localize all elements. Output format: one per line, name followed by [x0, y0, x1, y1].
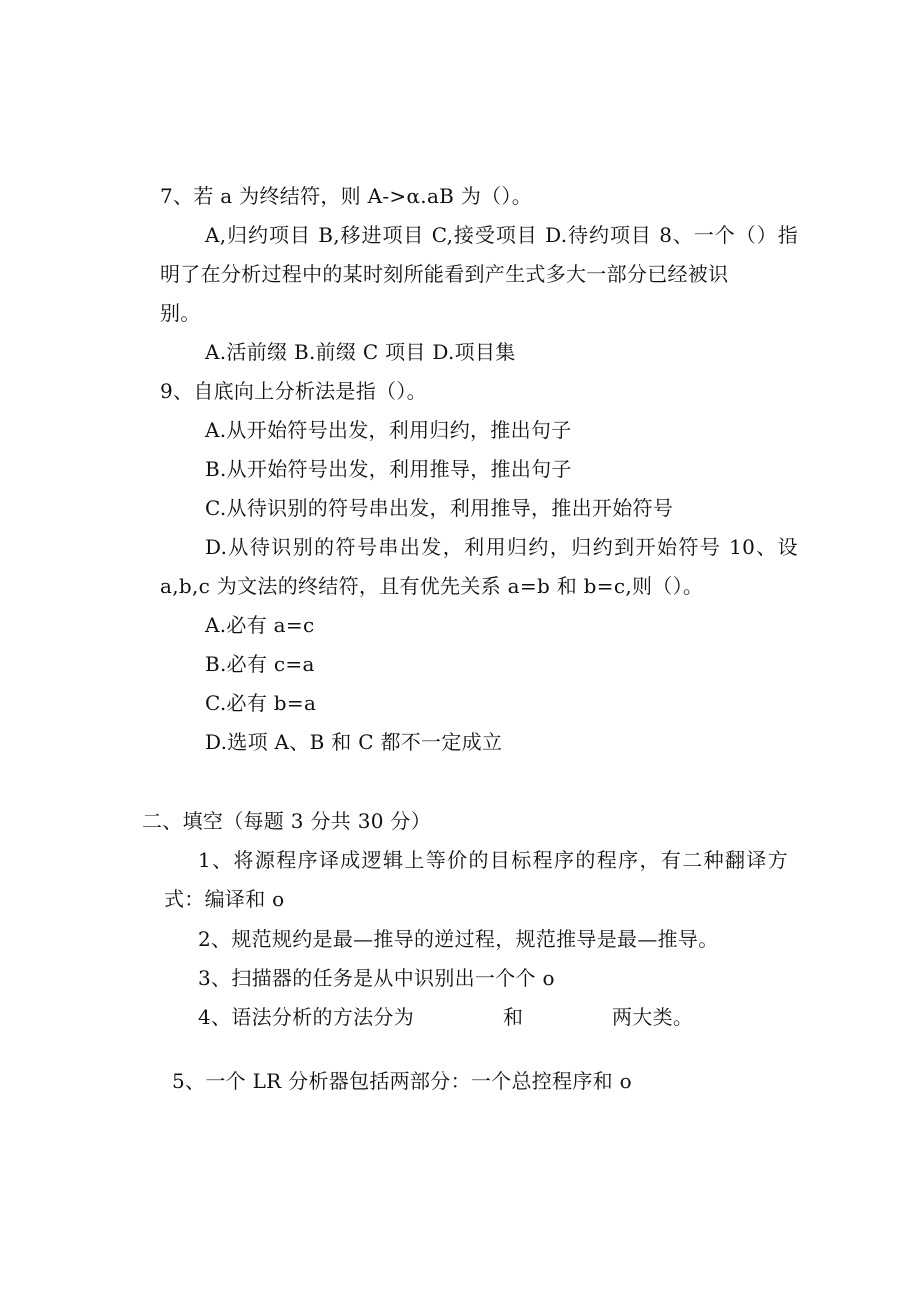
question-7-stem: 7、若 a 为终结符，则 A->α.aB 为（）。 — [160, 184, 533, 208]
question-9-stem: 9、自底向上分析法是指（）。 — [160, 379, 427, 403]
question-9-option-c: C.从待识别的符号串出发，利用推导，推出开始符号 — [205, 496, 674, 520]
question-10-option-c: C.必有 b=a — [205, 691, 317, 715]
question-8-continuation: 明了在分析过程中的某时刻所能看到产生式多大一部分已经被识 — [160, 262, 729, 286]
question-7-options: A,归约项目 B,移进项目 C,接受项目 D.待约项目 8、一个（）指 — [205, 223, 798, 247]
fill-question-4-part3: 两大类。 — [612, 1005, 694, 1029]
fill-question-2: 2、规范规约是最—推导的逆过程，规范推导是最—推导。 — [198, 927, 719, 951]
fill-question-5: 5、一个 LR 分析器包括两部分：一个总控程序和 o — [172, 1069, 632, 1093]
question-9-option-a: A.从开始符号出发，利用归约，推出句子 — [205, 418, 572, 442]
question-8-options: A.活前缀 B.前缀 C 项目 D.项目集 — [205, 340, 516, 364]
fill-section-heading: 二、填空（每题 3 分共 30 分） — [142, 809, 432, 833]
question-10-option-a: A.必有 a=c — [205, 613, 315, 637]
fill-question-1-line2: 式：编译和 o — [164, 887, 285, 911]
question-10-option-b: B.必有 c=a — [205, 652, 315, 676]
fill-question-3: 3、扫描器的任务是从中识别出一个个 o — [198, 966, 555, 990]
fill-question-4-part1: 4、语法分析的方法分为 — [198, 1005, 415, 1029]
question-9-option-d: D.从待识别的符号串出发，利用归约，归约到开始符号 10、设 — [205, 535, 798, 559]
fill-question-4-part2: 和 — [503, 1005, 524, 1029]
question-10-option-d: D.选项 A、B 和 C 都不一定成立 — [205, 730, 503, 754]
question-10-stem: a,b,c 为文法的终结符，且有优先关系 a=b 和 b=c,则（）。 — [160, 574, 704, 598]
question-9-option-b: B.从开始符号出发，利用推导，推出句子 — [205, 457, 572, 481]
fill-question-1-line1: 1、将源程序译成逻辑上等价的目标程序的程序，有二种翻译方 — [198, 848, 788, 872]
question-8-continuation-end: 别。 — [160, 301, 201, 325]
